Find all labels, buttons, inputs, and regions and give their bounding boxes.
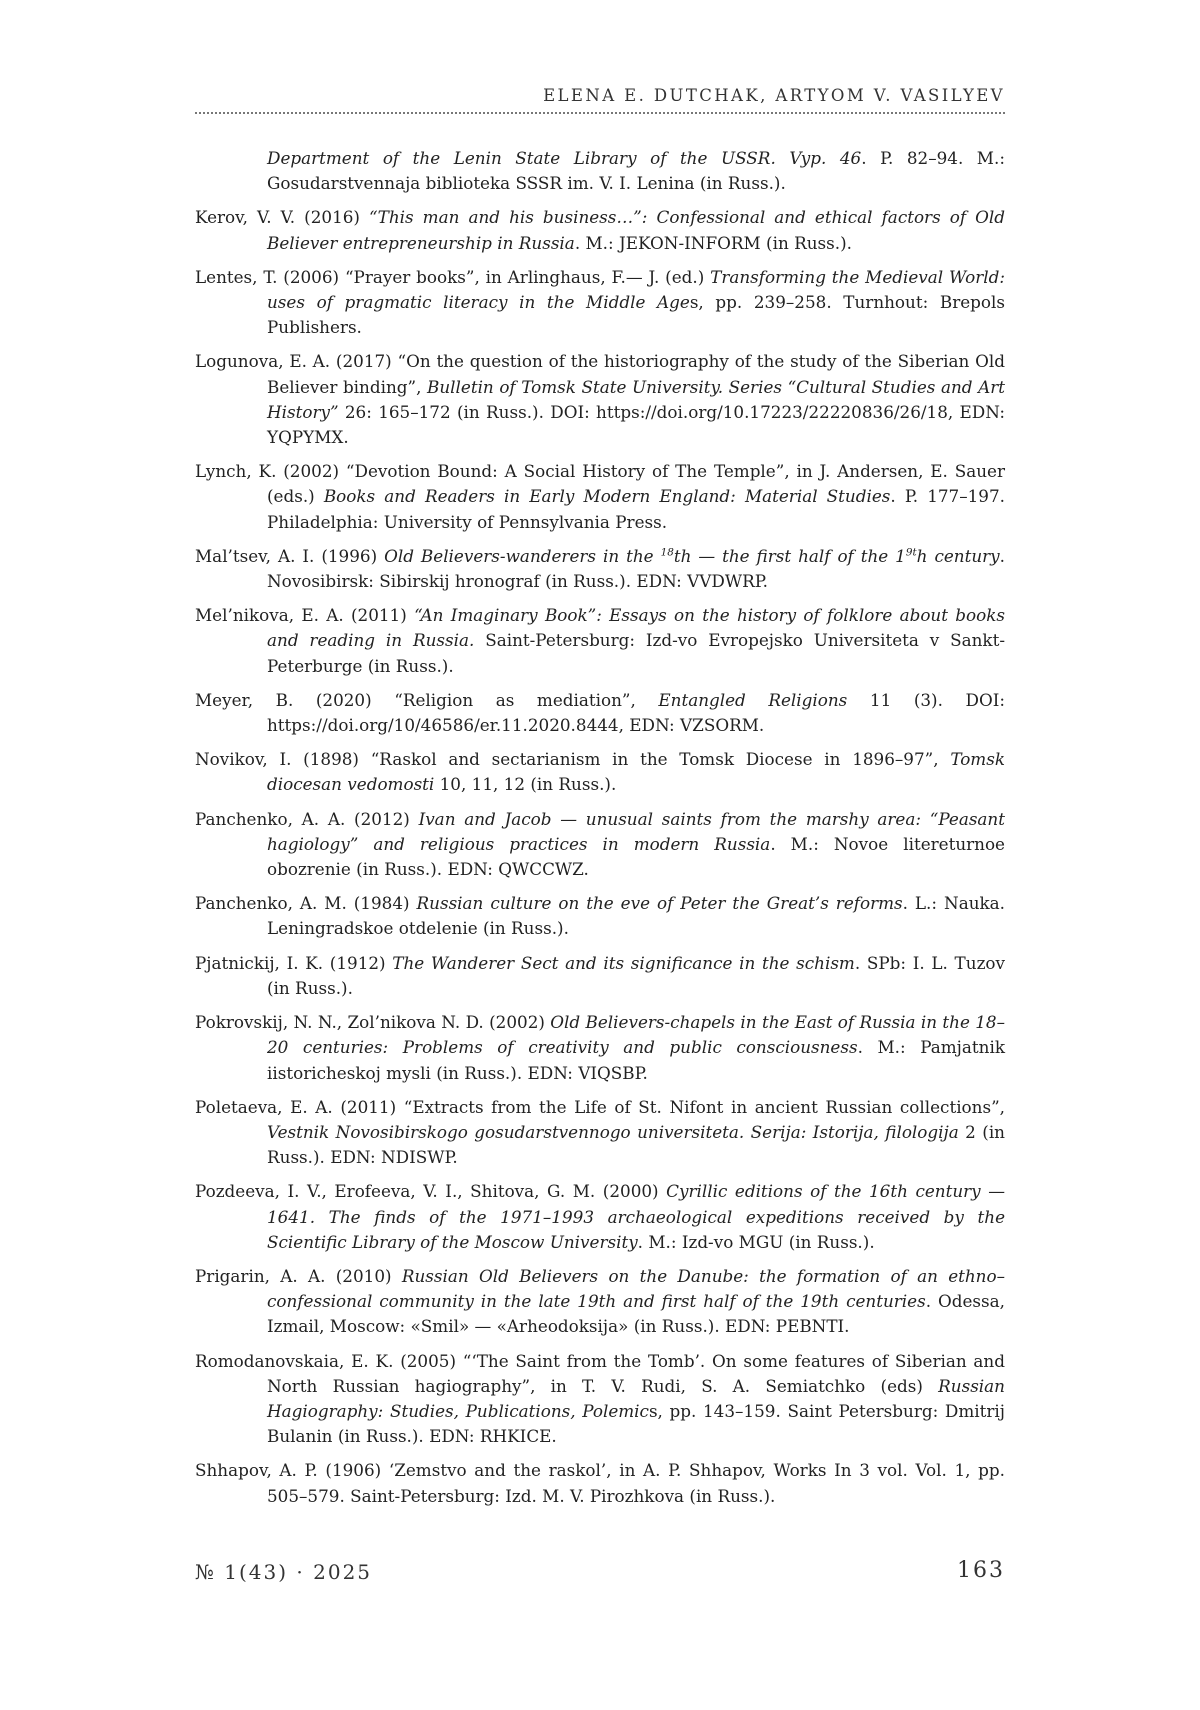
reference-entry: Logunova, E. A. (2017) “On the question of the historiography of the study of the Siberian Old Believer binding”, Bulletin of Tomsk State University. Series “Cultural Studies and Art History” 26: 165–172 (in Russ.). DOI: https://doi.org/10.17223/22220836/26/18, EDN: YQPYMX. (195, 351, 1005, 448)
reference-entry: Mal’tsev, A. I. (1996) Old Believers-wanderers in the $^{18}$th — the first half of the $1^{9t}h$ century. Novosibirsk: Sibirskij hronograf (in Russ.). EDN: VVDWRP. (195, 545, 1005, 592)
header-divider (195, 112, 1005, 114)
reference-entry: Lynch, K. (2002) “Devotion Bound: A Social History of The Temple”, in J. Andersen, E. Sauer (eds.) Books and Readers in Early Modern England: Material Studies. P. 177–197. Philadelphia: University of Pennsylvania Press. (195, 461, 1005, 532)
reference-entry: Lentes, T. (2006) “Prayer books”, in Arlinghaus, F.— J. (ed.) Transforming the Medieval World: uses of pragmatic literacy in the Middle Ages, pp. 239–258. Turnhout: Brepols Publishers. (195, 266, 1005, 338)
reference-entry: Kerov, V. V. (2016) “This man and his business…”: Confessional and ethical factors of Old Believer entrepreneurship in Russia. M.: JEKON-INFORM (in Russ.). (195, 207, 1005, 253)
reference-entry: Department of the Lenin State Library of the USSR. Vyp. 46. P. 82–94. M.: Gosudarstvennaja biblioteka SSSR im. V. I. Lenina (in Russ.). (267, 148, 1005, 194)
reference-entry: Meyer, B. (2020) “Religion as mediation”, Entangled Religions 11 (3). DOI: https://doi.org/10/46586/er.11.2020.8444, EDN: VZSORM. (195, 689, 1006, 736)
issue-number: № 1(43) · 2025 (195, 1560, 373, 1584)
reference-entry: Novikov, I. (1898) “Raskol and sectarianism in the Tomsk Diocese in 1896–97”, Tomsk diocesan vedomosti 10, 11, 12 (in Russ.). (195, 749, 1005, 795)
page-number: 163 (957, 1558, 1005, 1583)
reference-entry: Shhapov, A. P. (1906) ‘Zemstvo and the raskol’, in A. P. Shhapov, Works In 3 vol. Vol. 1, pp. 505–579. Saint-Petersburg: Izd. M. V. Pirozhkova (in Russ.). (195, 1460, 1005, 1506)
reference-entry: Pozdeeva, I. V., Erofeeva, V. I., Shitova, G. M. (2000) Cyrillic editions of the 16th century — 1641. The finds of the 1971–1993 archaeological expeditions received by the Scientific Library of the Moscow University. M.: Izd-vo MGU (in Russ.). (195, 1181, 1005, 1252)
reference-list (195, 146, 1005, 1518)
running-head: ELENA E. DUTCHAK, ARTYOM V. VASILYEV (543, 86, 1005, 105)
reference-entry: Pokrovskij, N. N., Zol’nikova N. D. (2002) Old Believers-chapels in the East of Russia in the 18–20 centuries: Problems of creativity and public consciousness. M.: Pamjatnik iistoricheskoj mysli (in Russ.). EDN: VIQSBP. (195, 1012, 1005, 1083)
reference-entry: Romodanovskaia, E. K. (2005) “‘The Saint from the Tomb’. On some features of Siberian and North Russian hagiography”, in T. V. Rudi, S. A. Semiatchko (eds) Russian Hagiography: Studies, Publications, Polemics, pp. 143–159. Saint Petersburg: Dmitrij Bulanin (in Russ.). EDN: RHKICE. (195, 1350, 1005, 1447)
reference-entry: Prigarin, A. A. (2010) Russian Old Believers on the Danube: the formation of an ethno–confessional community in the late 19th and first half of the 19th centuries. Odessa, Izmail, Moscow: «Smil» — «Arheodoksija» (in Russ.). EDN: PEBNTI. (195, 1265, 1005, 1337)
reference-entry: Poletaeva, E. A. (2011) “Extracts from the Life of St. Nifont in ancient Russian collections”, Vestnik Novosibirskogo gosudarstvennogo universiteta. Serija: Istorija, filologija 2 (in Russ.). EDN: NDISWP. (195, 1096, 1005, 1168)
reference-entry: Panchenko, A. A. (2012) Ivan and Jacob — unusual saints from the marshy area: “Peasant hagiology” and religious practices in modern Russia. M.: Novoe litereturnoe obozrenie (in Russ.). EDN: QWCCWZ. (195, 808, 1005, 880)
reference-entry: Pjatnickij, I. K. (1912) The Wanderer Sect and its significance in the schism. SPb: I. L. Tuzov (in Russ.). (195, 952, 1005, 998)
reference-entry: Panchenko, A. M. (1984) Russian culture on the eve of Peter the Great’s reforms. L.: Nauka. Leningradskoe otdelenie (in Russ.). (195, 893, 1006, 939)
reference-entry: Mel’nikova, E. A. (2011) “An Imaginary Book”: Essays on the history of folklore about books and reading in Russia. Saint-Petersburg: Izd-vo Evropejsko Universiteta v Sankt-Peterburge (in Russ.). (195, 605, 1005, 676)
